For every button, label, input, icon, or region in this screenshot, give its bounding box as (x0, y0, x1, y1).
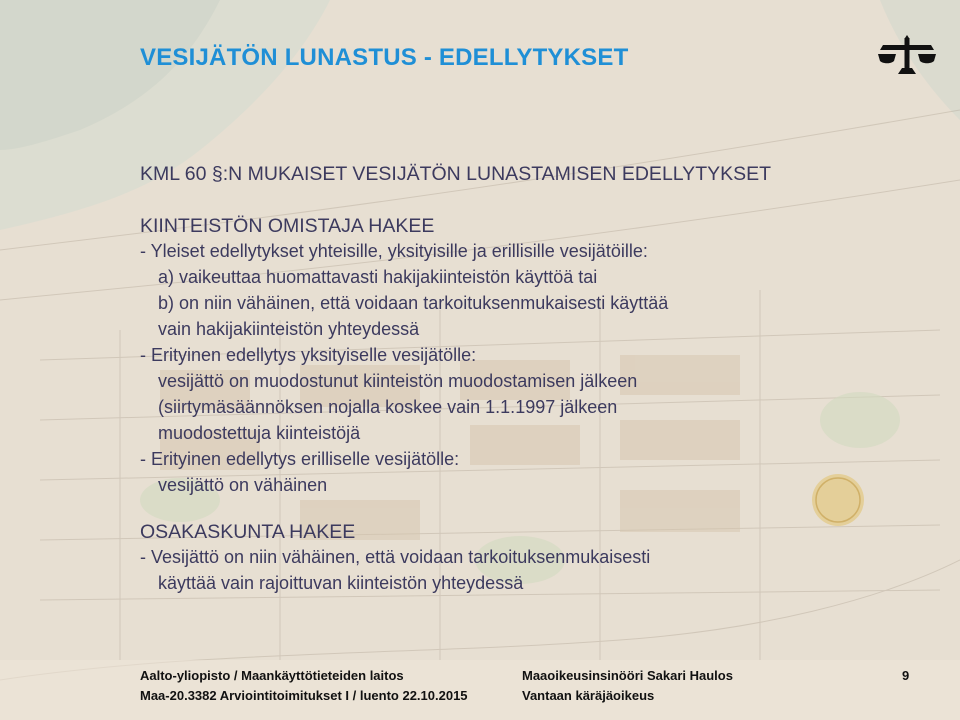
footer-institution: Aalto-yliopisto / Maankäyttötieteiden laitos (140, 668, 404, 683)
kml-heading: KML 60 §:N MUKAISET VESIJÄTÖN LUNASTAMISEN EDELLYTYKSET (140, 163, 772, 185)
footer-course: Maa-20.3382 Arviointitoimitukset I / luento 22.10.2015 (140, 688, 468, 703)
page-number: 9 (902, 668, 910, 683)
footer-presenter-info (522, 666, 733, 706)
condition-b-line: b) on niin vähäinen, että voidaan tarkoituksenmukaisesti käyttää (158, 293, 669, 313)
footer-course-info (140, 666, 468, 706)
private-condition-detail-2: (siirtymäsäännöksen nojalla koskee vain 1.1.1997 jälkeen (158, 397, 618, 417)
shareholders-condition-line: - Vesijättö on niin vähäinen, että voidaan tarkoituksenmukaisesti (140, 547, 651, 567)
slide-content (140, 162, 950, 596)
condition-a-line: a) vaikeuttaa huomattavasti hakijakiinteistön käyttöä tai (158, 267, 598, 287)
footer-court: Vantaan käräjäoikeus (522, 688, 655, 703)
private-condition-detail-3: muodostettuja kiinteistöjä (158, 423, 361, 443)
section-heading-landowner: KIINTEISTÖN OMISTAJA HAKEE (140, 215, 435, 237)
scales-of-justice-logo-icon (876, 34, 938, 80)
private-condition-line: - Erityinen edellytys yksityiselle vesijätölle: (140, 345, 477, 365)
footer-presenter: Maaoikeusinsinööri Sakari Haulos (522, 668, 733, 683)
section-heading-shareholders: OSAKASKUNTA HAKEE (140, 521, 356, 543)
separate-condition-line: - Erityinen edellytys erilliselle vesijätölle: (140, 449, 460, 469)
slide-title: VESIJÄTÖN LUNASTUS - EDELLYTYKSET (140, 44, 629, 71)
condition-b-continuation: vain hakijakiinteistön yhteydessä (158, 319, 420, 339)
separate-condition-detail: vesijättö on vähäinen (158, 475, 328, 495)
general-conditions-line: - Yleiset edellytykset yhteisille, yksityisille ja erillisille vesijätöille: (140, 241, 648, 261)
shareholders-condition-continuation: käyttää vain rajoittuvan kiinteistön yhteydessä (158, 573, 524, 593)
private-condition-detail-1: vesijättö on muodostunut kiinteistön muodostamisen jälkeen (158, 371, 638, 391)
